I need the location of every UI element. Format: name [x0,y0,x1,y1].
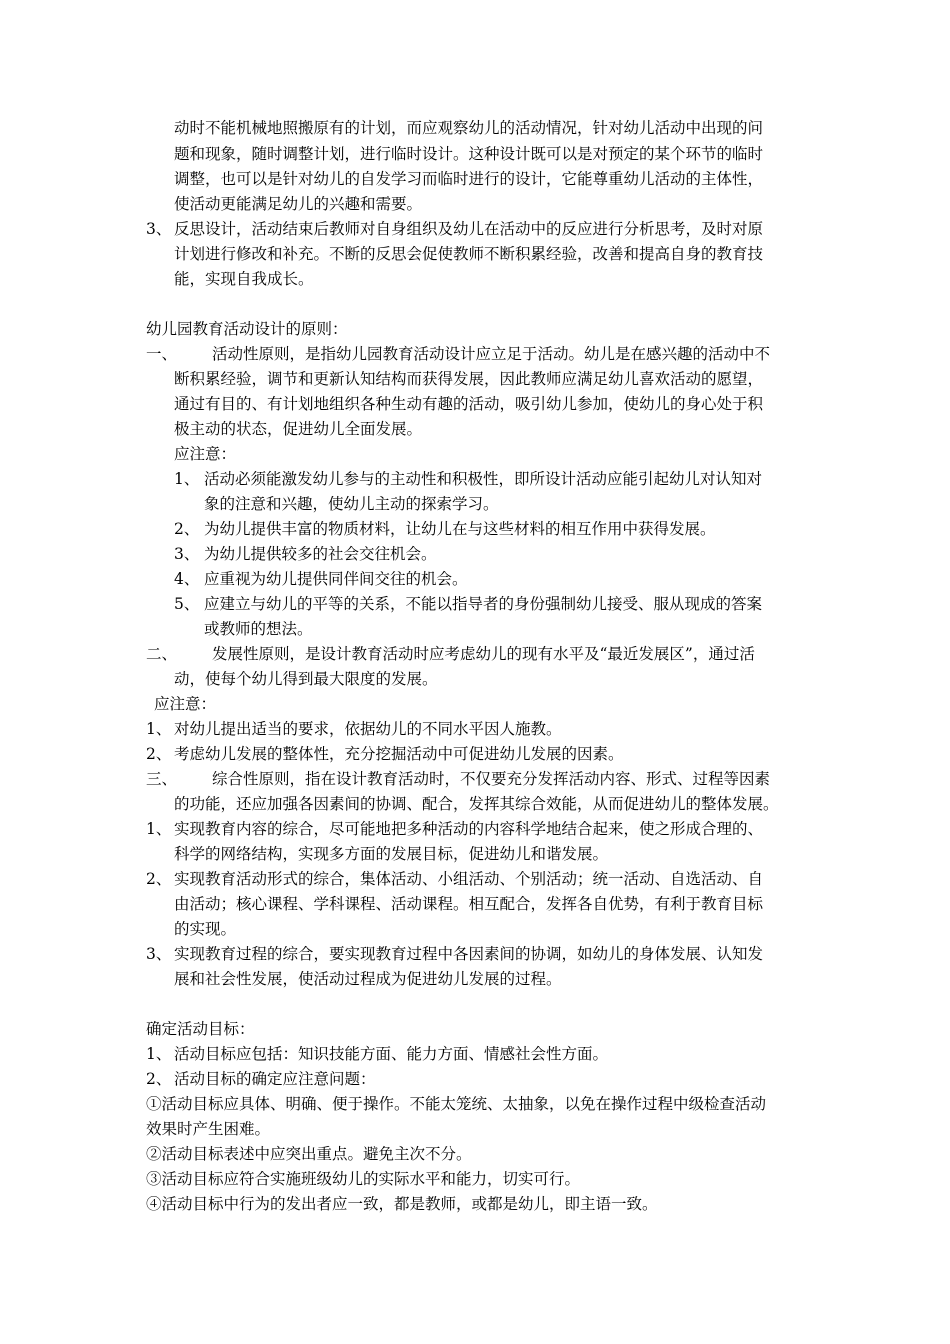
list-marker: 2、 [146,1070,172,1088]
text-line: 为幼儿提供较多的社会交往机会。 [204,545,437,563]
text-line: 动，使每个幼儿得到最大限度的发展。 [174,670,438,688]
list-marker: 5、 [174,595,200,613]
text-line: 使活动更能满足幼儿的兴趣和需要。 [174,195,423,213]
text-line: ③活动目标应符合实施班级幼儿的实际水平和能力，切实可行。 [146,1170,581,1188]
text-line: 实现教育内容的综合，尽可能地把多种活动的内容科学地结合起来，使之形成合理的、 [174,820,764,838]
text-line: 动时不能机械地照搬原有的计划，而应观察幼儿的活动情况，针对幼儿活动中出现的问 [174,119,764,137]
text-line: 考虑幼儿发展的整体性，充分挖掘活动中可促进幼儿发展的因素。 [174,745,624,763]
text-line: ②活动目标表述中应突出重点。避免主次不分。 [146,1145,472,1163]
text-line: 活动性原则，是指幼儿园教育活动设计应立足于活动。幼儿是在感兴趣的活动中不 [212,345,771,363]
text-line: 通过有目的、有计划地组织各种生动有趣的活动，吸引幼儿参加，使幼儿的身心处于积 [174,395,764,413]
section-heading: 幼儿园教育活动设计的原则： [146,320,348,338]
text-line: 的功能，还应加强各因素间的协调、配合，发挥其综合效能，从而促进幼儿的整体发展。 [174,795,779,813]
text-line: ④活动目标中行为的发出者应一致，都是教师，或都是幼儿，即主语一致。 [146,1195,658,1213]
text-line: 为幼儿提供丰富的物质材料，让幼儿在与这些材料的相互作用中获得发展。 [204,520,716,538]
section-heading: 确定活动目标： [146,1020,255,1038]
text-line: 活动必须能激发幼儿参与的主动性和积极性，即所设计活动应能引起幼儿对认知对 [204,470,763,488]
text-line: 象的注意和兴趣，使幼儿主动的探索学习。 [204,495,499,513]
text-line: 反思设计，活动结束后教师对自身组织及幼儿在活动中的反应进行分析思考，及时对原 [174,220,764,238]
text-line: 发展性原则，是设计教育活动时应考虑幼儿的现有水平及“最近发展区”，通过活 [212,645,755,663]
text-line: 的实现。 [174,920,237,938]
list-marker: 1、 [146,720,172,738]
text-line: 题和现象，随时调整计划，进行临时设计。这种设计既可以是对预定的某个环节的临时 [174,145,764,163]
list-marker: 2、 [146,745,172,763]
text-line: 效果时产生困难。 [146,1120,271,1138]
list-marker: 1、 [146,820,172,838]
list-marker: 2、 [174,520,200,538]
list-marker: 二、 [146,645,178,663]
list-marker: 3、 [146,945,172,963]
text-line: 计划进行修改和补充。不断的反思会促使教师不断积累经验，改善和提高自身的教育技 [174,245,764,263]
text-line: 或教师的想法。 [204,620,313,638]
text-line: 断积累经验，调节和更新认知结构而获得发展，因此教师应满足幼儿喜欢活动的愿望， [174,370,764,388]
text-line: 调整，也可以是针对幼儿的自发学习而临时进行的设计，它能尊重幼儿活动的主体性， [174,170,764,188]
list-marker: 1、 [174,470,200,488]
text-line: 应重视为幼儿提供同伴间交往的机会。 [204,570,468,588]
list-marker: 1、 [146,1045,172,1063]
list-marker: 4、 [174,570,200,588]
list-marker: 一、 [146,345,178,363]
list-marker: 3、 [174,545,200,563]
note-label: 应注意： [174,445,237,463]
text-line: 由活动；核心课程、学科课程、活动课程。相互配合，发挥各自优势，有利于教育目标 [174,895,764,913]
list-marker: 2、 [146,870,172,888]
text-line: 对幼儿提出适当的要求，依据幼儿的不同水平因人施教。 [174,720,562,738]
text-line: 实现教育活动形式的综合，集体活动、小组活动、个别活动；统一活动、自选活动、自 [174,870,764,888]
text-line: ①活动目标应具体、明确、便于操作。不能太笼统、太抽象，以免在操作过程中级检查活动 [146,1095,767,1113]
text-line: 综合性原则，指在设计教育活动时，不仅要充分发挥活动内容、形式、过程等因素 [212,770,771,788]
list-marker: 三、 [146,770,178,788]
text-line: 活动目标应包括：知识技能方面、能力方面、情感社会性方面。 [174,1045,609,1063]
text-line: 应建立与幼儿的平等的关系，不能以指导者的身份强制幼儿接受、服从现成的答案 [204,595,763,613]
text-line: 活动目标的确定应注意问题： [174,1070,376,1088]
text-line: 实现教育过程的综合，要实现教育过程中各因素间的协调，如幼儿的身体发展、认知发 [174,945,764,963]
text-line: 能，实现自我成长。 [174,270,314,288]
list-marker: 3、 [146,220,172,238]
text-line: 极主动的状态，促进幼儿全面发展。 [174,420,423,438]
note-label: 应注意： [154,695,217,713]
text-line: 展和社会性发展，使活动过程成为促进幼儿发展的过程。 [174,970,562,988]
text-line: 科学的网络结构，实现多方面的发展目标，促进幼儿和谐发展。 [174,845,609,863]
